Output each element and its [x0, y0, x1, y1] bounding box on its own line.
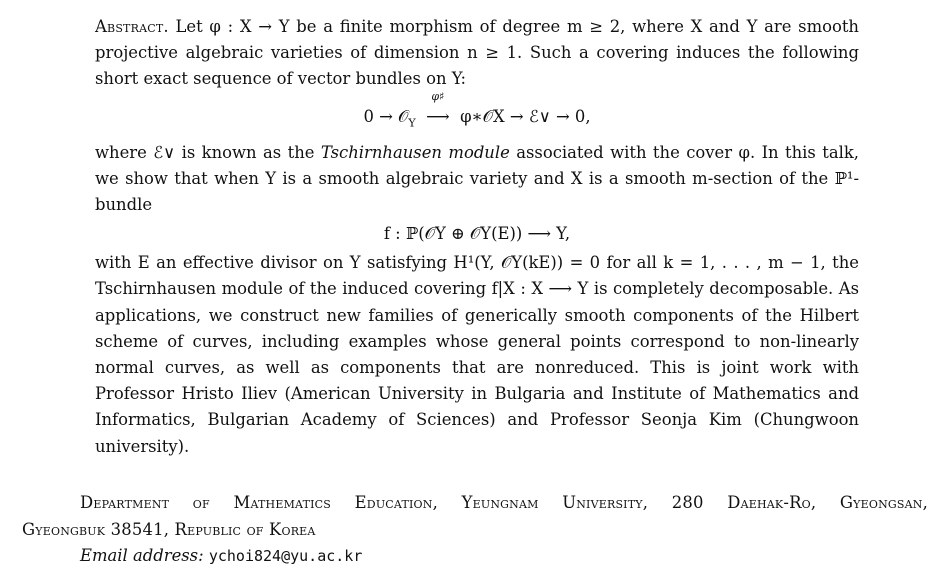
address-line-2: Gyeongbuk 38541, Republic of Korea [22, 519, 316, 539]
abstract-intro-text: Let φ : X → Y be a finite morphism of degree m ≥ 2, where X and Y are smooth projective algebraic varieties of dimension n ≥ 1. Such a covering induces the following short exact sequence of vector bundles on Y: [95, 17, 859, 89]
arrow-label: φ♯ [431, 89, 445, 103]
abstract-section [95, 14, 859, 460]
author-address [22, 490, 928, 570]
address-line-1: Department of Mathematics Education, Yeungnam University, 280 Daehak-Ro, Gyeongsan, [80, 493, 928, 512]
tschirnhausen-term: Tschirnhausen module [320, 142, 510, 162]
sequence-right: φ∗𝒪X → ℰ∨ → 0, [460, 106, 591, 126]
paragraph-2-end: associated with the cover φ. In this talk, we show that when Y is a smooth algebraic variety and X is a smooth m-section of the ℙ¹-bundle [95, 142, 859, 215]
exact-sequence-equation [95, 89, 859, 130]
abstract-intro-paragraph [95, 14, 859, 93]
paragraph-2-start: where ℰ∨ is known as the [95, 142, 321, 162]
abstract-paragraph-2 [95, 140, 859, 219]
labeled-arrow: φ♯ ⟶ [421, 104, 455, 130]
abstract-heading: Abstract. [95, 17, 169, 36]
email-line [22, 543, 928, 570]
abstract-paragraph-3: with E an effective divisor on Y satisfying H¹(Y, 𝒪Y(kE)) = 0 for all k = 1, . . . , m − 1, the Tschirnhausen module of the induced covering f|X : X ⟶ Y is completely decomposable. As applications, we construct new families of generically smooth components of the Hilbert scheme of curves, including examples whose general points correspond to non-linearly normal curves, as well as components that are nonreduced. This is joint work with Professor Hristo Iliev (American University in Bulgaria and Institute of Mathematics and Informatics, Bulgarian Academy of Sciences) and Professor Seonja Kim (Chungwoon university). [95, 253, 859, 456]
email-label: Email address: [80, 546, 204, 565]
sequence-left: 0 → 𝒪 [363, 106, 409, 126]
email-address[interactable]: ychoi824@yu.ac.kr [208, 547, 363, 565]
bundle-equation: f : ℙ(𝒪Y ⊕ 𝒪Y(E)) ⟶ Y, [383, 224, 571, 244]
sequence-left-subscript: Y [408, 115, 416, 129]
